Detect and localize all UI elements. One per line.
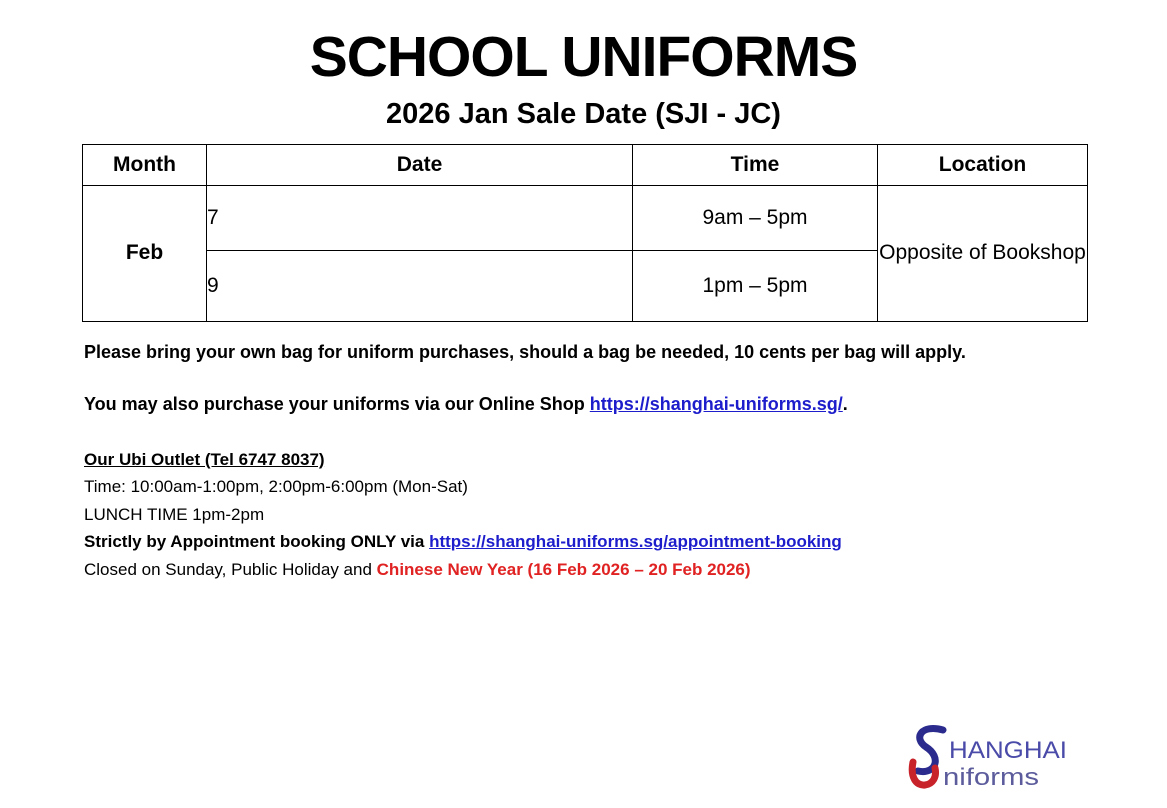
appointment-booking-link[interactable]: https://shanghai-uniforms.sg/appointment-booking	[429, 532, 842, 552]
table-row	[83, 185, 1088, 250]
date-cell: 7	[207, 185, 633, 250]
online-shop-line	[84, 390, 1083, 418]
column-header-month: Month	[83, 144, 207, 185]
page-subtitle: 2026 Jan Sale Date (SJI - JC)	[386, 97, 781, 130]
outlet-section	[84, 446, 1083, 584]
time-cell: 1pm – 5pm	[633, 250, 878, 321]
online-shop-link[interactable]: https://shanghai-uniforms.sg/	[589, 393, 843, 414]
appointment-line	[84, 528, 1083, 556]
notes-section	[84, 338, 1083, 584]
shanghai-uniforms-logo	[905, 722, 1077, 794]
page-title: SCHOOL UNIFORMS	[309, 25, 858, 89]
online-shop-text: You may also purchase your uniforms via our Online Shop	[84, 393, 590, 414]
outlet-heading: Our Ubi Outlet (Tel 6747 8037)	[84, 449, 325, 469]
logo-text-shanghai: HANGHAI	[949, 737, 1067, 764]
location-cell: Opposite of Bookshop	[878, 185, 1088, 321]
online-shop-period: .	[842, 393, 848, 414]
column-header-time: Time	[633, 144, 878, 185]
sale-dates-table	[82, 144, 1088, 322]
closed-text: Closed on Sunday, Public Holiday and	[84, 559, 377, 579]
column-header-date: Date	[207, 144, 633, 185]
bag-notice-text: Please bring your own bag for uniform purchases, should a bag be needed, 10 cents per bag will apply.	[84, 341, 966, 362]
outlet-hours: Time: 10:00am-1:00pm, 2:00pm-6:00pm (Mon-Sat)	[84, 477, 468, 497]
outlet-lunch: LUNCH TIME 1pm-2pm	[84, 504, 265, 524]
month-cell: Feb	[83, 185, 207, 321]
appointment-text: Strictly by Appointment booking ONLY via	[84, 532, 430, 552]
column-header-location: Location	[878, 144, 1088, 185]
table-header-row	[83, 144, 1088, 185]
date-cell: 9	[207, 250, 633, 321]
closed-line	[84, 556, 1083, 584]
logo-s-swoosh	[918, 729, 943, 772]
logo-text-uniforms: niforms	[943, 764, 1039, 791]
time-cell: 9am – 5pm	[633, 185, 878, 250]
cny-highlight: Chinese New Year (16 Feb 2026 – 20 Feb 2026)	[376, 559, 751, 579]
